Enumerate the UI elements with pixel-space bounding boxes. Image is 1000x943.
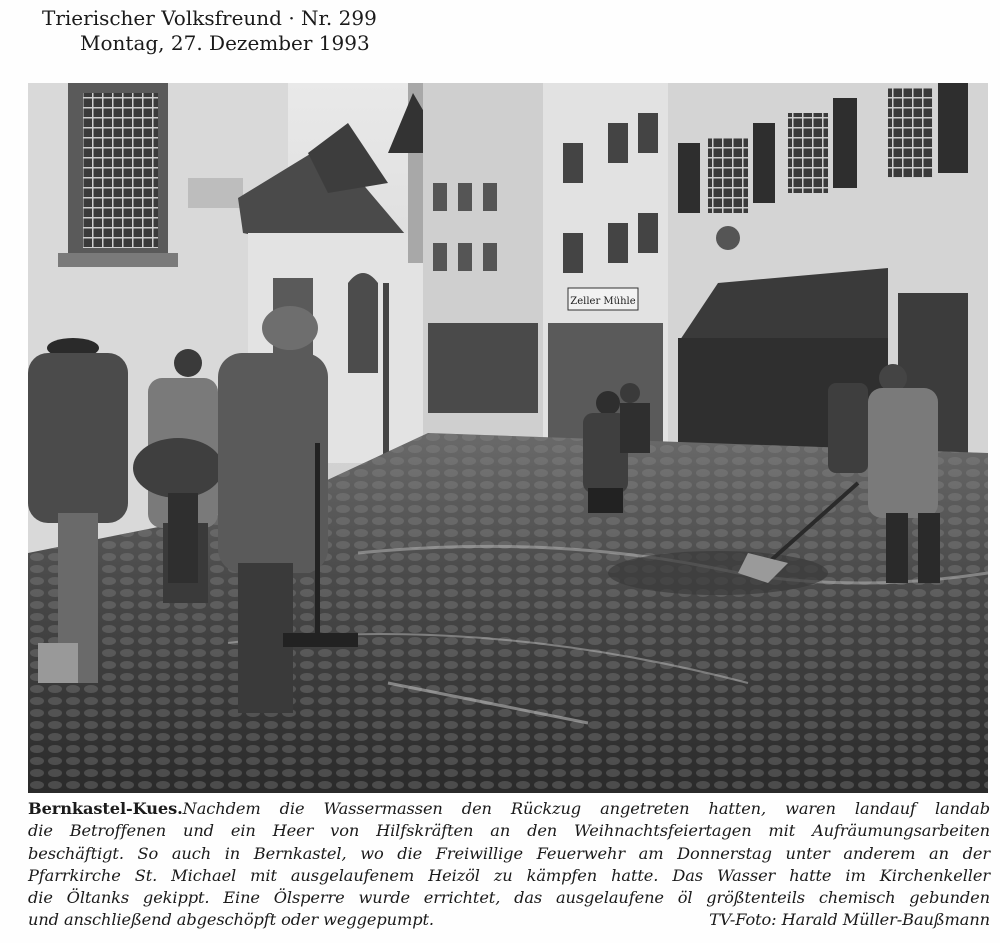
caption-line-5: die Öltanks gekippt. Eine Ölsperre wurde errichtet, das ausgelaufene öl größtenteils chemisch gebunden [28,888,990,908]
newspaper-title: Trierischer Volksfreund · Nr. 299 [42,6,377,30]
caption-line-2: die Betroffenen und ein Heer von Hilfskräften an den Weihnachtsfeiertagen mit Aufräumungsarbeiten [28,821,990,841]
photo-credit: TV-Foto: Harald Müller-Baußmann [709,910,990,930]
shop-sign: Zeller Mühle [570,296,636,307]
caption-text-6: und anschließend abgeschöpft oder weggepumpt. [28,910,434,930]
publication-date: Montag, 27. Dezember 1993 [80,31,370,55]
caption-line-4: Pfarrkirche St. Michael mit ausgelaufenem Heizöl zu kämpfen hatte. Das Wasser hatte im Kirchenkeller [28,865,990,885]
caption-text-1: Nachdem die Wassermassen den Rückzug angetreten hatten, waren landauf landab [182,799,990,818]
photo-caption [28,798,990,932]
caption-dateline: Bernkastel-Kues. [28,799,183,818]
caption-line-3: beschäftigt. So auch in Bernkastel, wo die Freiwillige Feuerwehr am Donnerstag unter anderem an der [28,843,990,863]
caption-line-6 [28,909,990,931]
street-cleanup-photo [28,83,988,793]
caption-line-1 [28,798,990,820]
news-photo [28,83,988,793]
